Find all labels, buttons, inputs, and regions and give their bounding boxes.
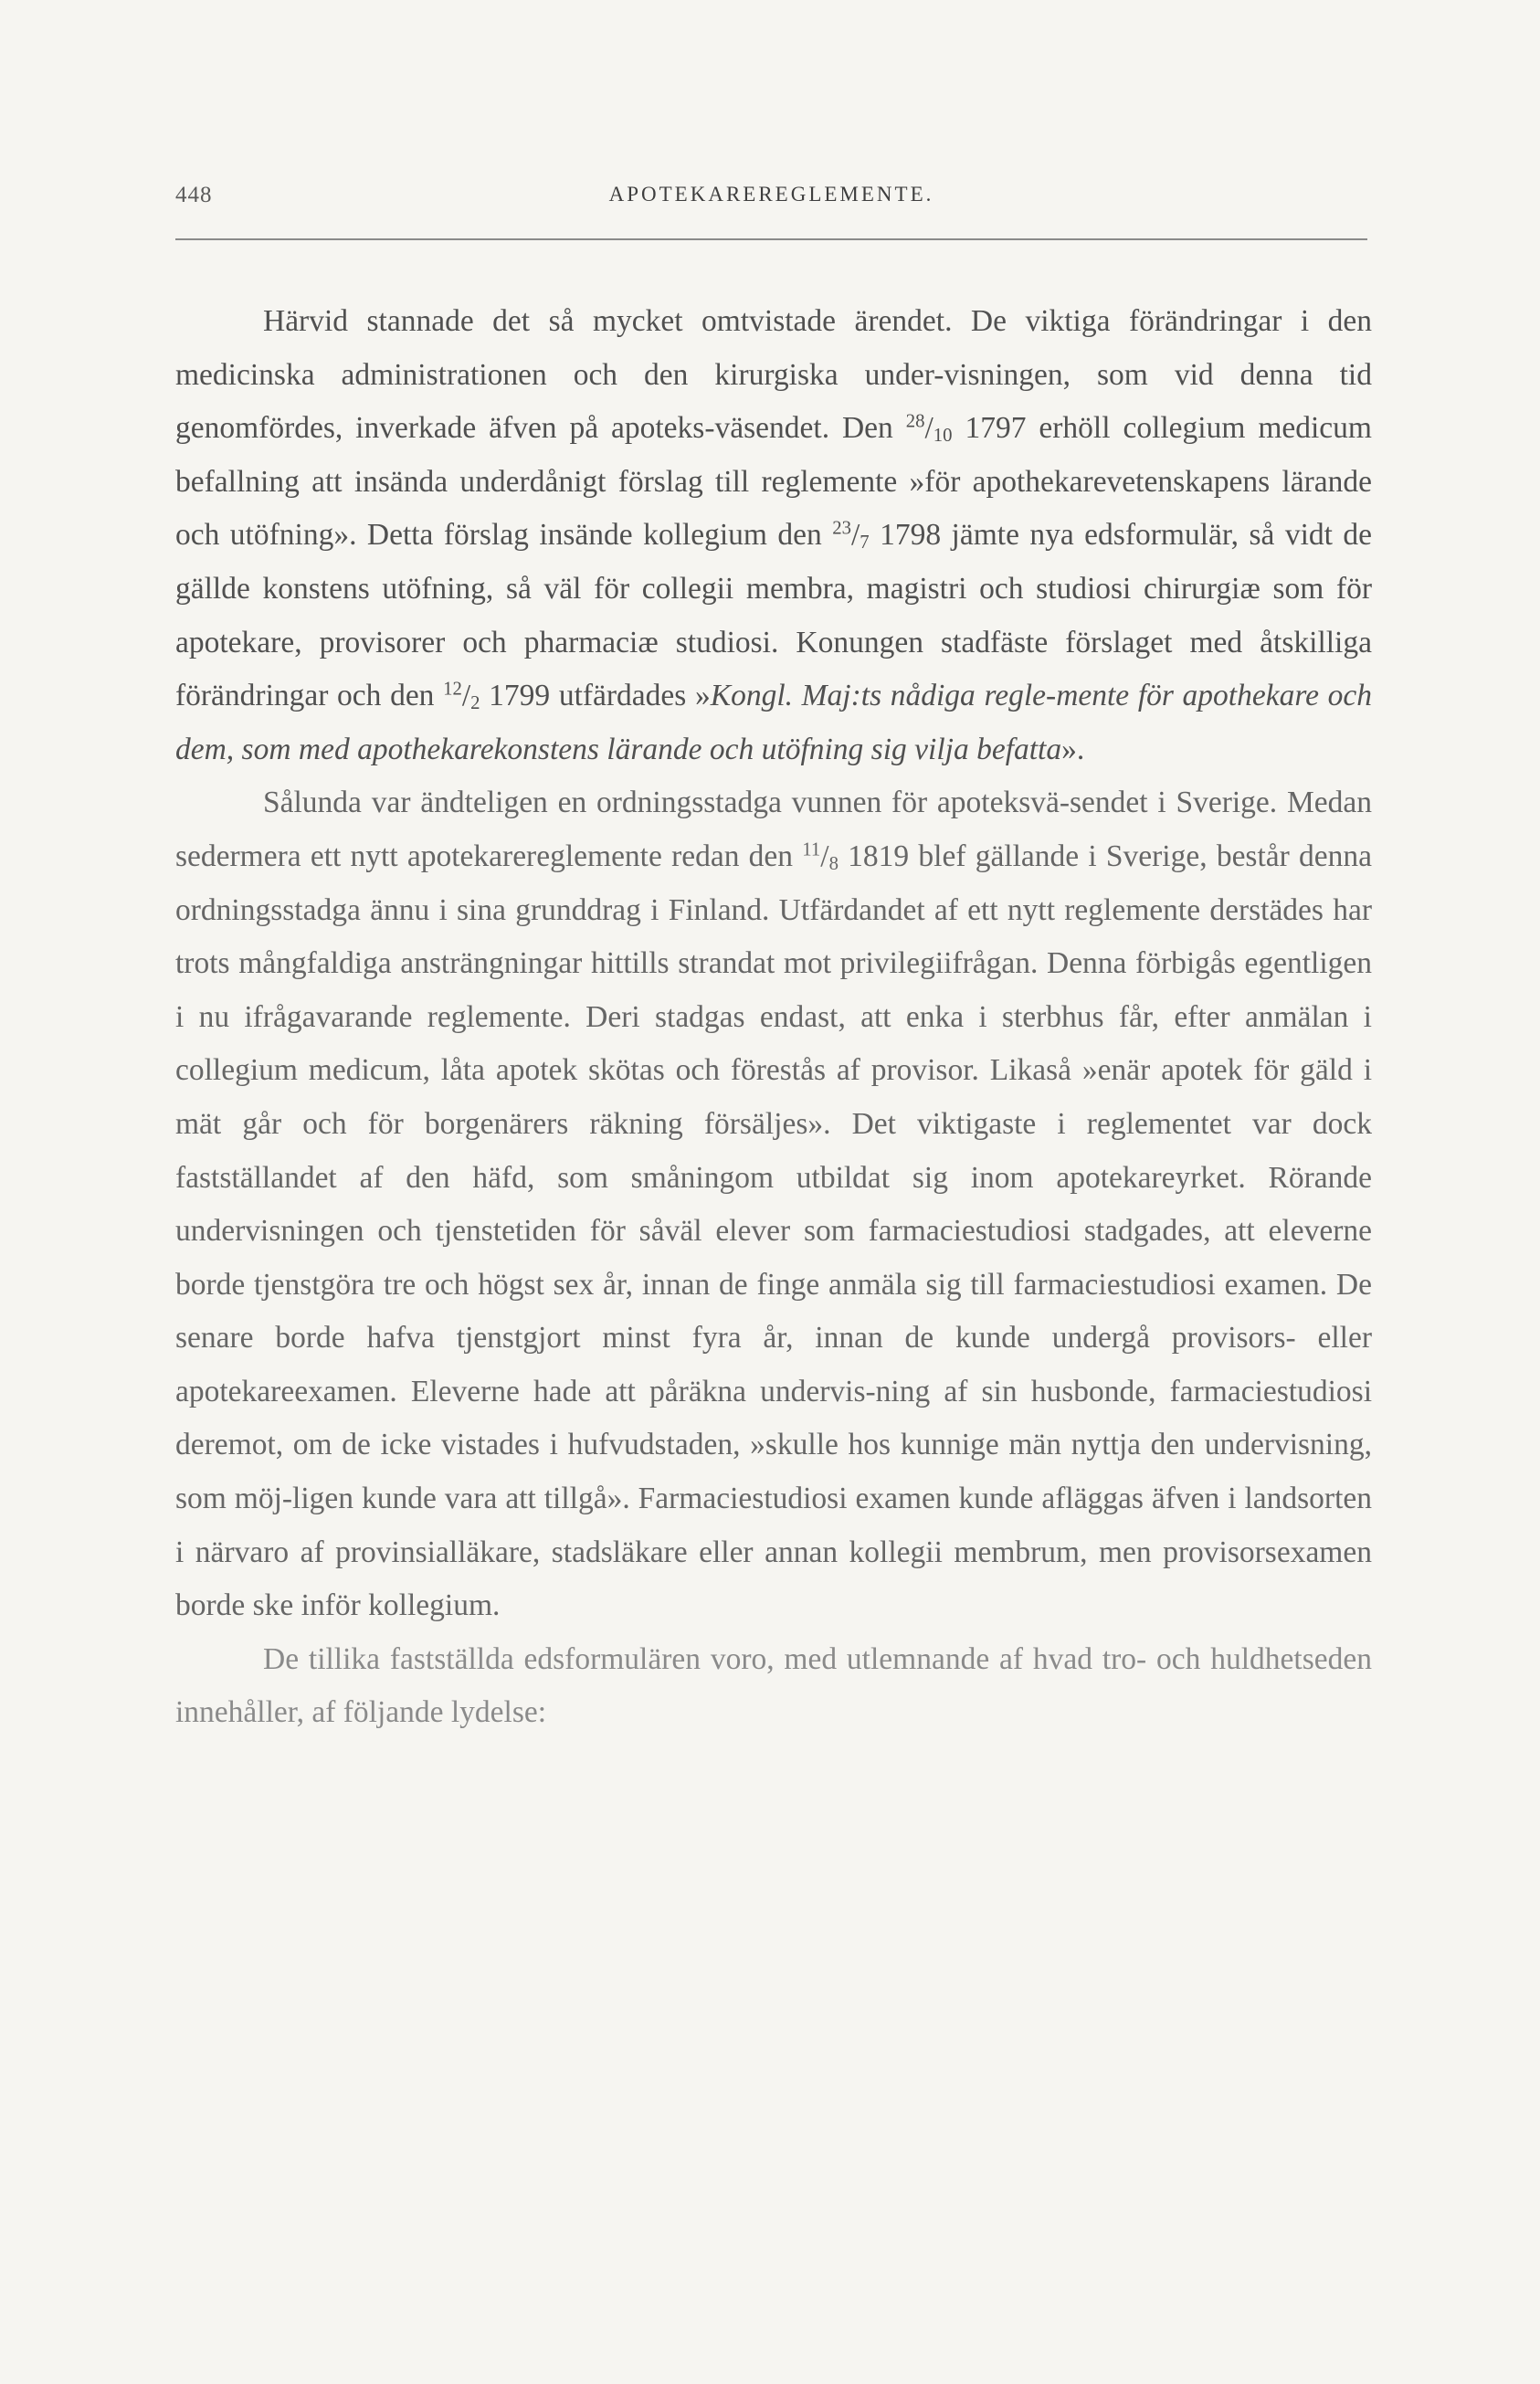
header-rule bbox=[175, 238, 1367, 240]
text-run: De tillika fastställda edsformulären voro, med utlemnande af hvad tro- och huldhetseden innehåller, af följande lydelse: bbox=[175, 1641, 1372, 1730]
text-run: Härvid stannade det så mycket omtvistade ärendet. De viktiga förändringar i den medicinska administrationen och den kirurgiska under-visningen, som vid denna tid genomfördes, inverkade äfven på apoteks-väsendet. Den bbox=[175, 304, 1372, 446]
body-text bbox=[175, 295, 1372, 1740]
date-day: 12 bbox=[443, 678, 462, 700]
date-month: 10 bbox=[933, 425, 953, 447]
text-run: / bbox=[820, 839, 829, 873]
italic-title: Kongl. Maj:ts nådiga regle-mente för apothekare och dem, som med apothekarekonstens lärande och utöfning sig vilja befatta bbox=[175, 679, 1373, 766]
date-month: 7 bbox=[860, 532, 870, 554]
text-run: 1798 jämte nya edsformulär, så vidt de gällde konstens utöfning, så väl för collegii membra, magistri och studiosi chirurgiæ som för apotekare, provisorer och pharmaciæ studiosi. Konungen stadfäste förslaget med åtskilliga förändringar och den bbox=[175, 518, 1373, 713]
date-day: 28 bbox=[905, 410, 925, 432]
paragraph bbox=[175, 776, 1372, 1633]
date-month: 2 bbox=[470, 692, 480, 714]
text-run: 1799 utfärdades » bbox=[480, 679, 711, 713]
text-run: / bbox=[850, 518, 860, 553]
date-day: 11 bbox=[802, 839, 821, 860]
text-run: Sålunda var ändteligen en ordningsstadga vunnen för apoteksvä-sendet i Sverige. Medan sedermera ett nytt apotekarereglemente redan den bbox=[175, 786, 1372, 873]
paragraph bbox=[175, 295, 1372, 776]
text-run: 1819 blef gällande i Sverige, består denna ordningsstadga ännu i sina grunddrag i Finland. Utfärdandet af ett nytt reglemente derstädes har trots mångfaldiga ansträngningar hittills strandat mot privilegiifrågan. Denna förbigås egentligen i nu ifrågavarande reglemente. Deri stadgas endast, att enka i sterbhus får, efter anmälan i collegium medicum, låta apotek skötas och förestås af provisor. Likaså »enär apotek för gäld i mät går och för borgenärers räkning försäljes». Det viktigaste i reglementet var dock fastställandet af den häfd, som småningom utbildat sig inom apotekareyrket. Rörande undervisningen och tjenstetiden för såväl elever som farmaciestudiosi stadgades, att eleverne borde tjenstgöra tre och högst sex år, innan de finge anmäla sig till farmaciestudiosi examen. De senare borde hafva tjenstgjort minst fyra år, innan de kunde undergå provisors- eller apotekareexamen. Eleverne hade att påräkna undervis-ning af sin husbonde, farmaciestudiosi deremot, om de icke vistades i hufvudstaden, »skulle hos kunnige män nyttja den undervisning, som möj-ligen kunde vara att tillgå». Farmaciestudiosi examen kunde afläggas äfven i landsorten i närvaro af provinsialläkare, stadsläkare eller annan kollegii membrum, men provisorsexamen borde ske inför kollegium. bbox=[175, 839, 1373, 1623]
page-number: 448 bbox=[175, 183, 213, 207]
date-month: 8 bbox=[828, 853, 839, 875]
paragraph bbox=[175, 1633, 1372, 1740]
date-day: 23 bbox=[832, 517, 851, 539]
text-run: 1797 erhöll collegium medicum befallning att insända underdånigt förslag till reglemente »för apothekarevetenskapens lärande och utöfning». Detta förslag insände kollegium den bbox=[175, 411, 1372, 553]
text-run: / bbox=[924, 411, 933, 446]
running-head: APOTEKAREREGLEMENTE. bbox=[608, 183, 934, 206]
text-run: / bbox=[461, 679, 471, 713]
page-header bbox=[175, 183, 1367, 219]
text-run: ». bbox=[1061, 732, 1085, 766]
